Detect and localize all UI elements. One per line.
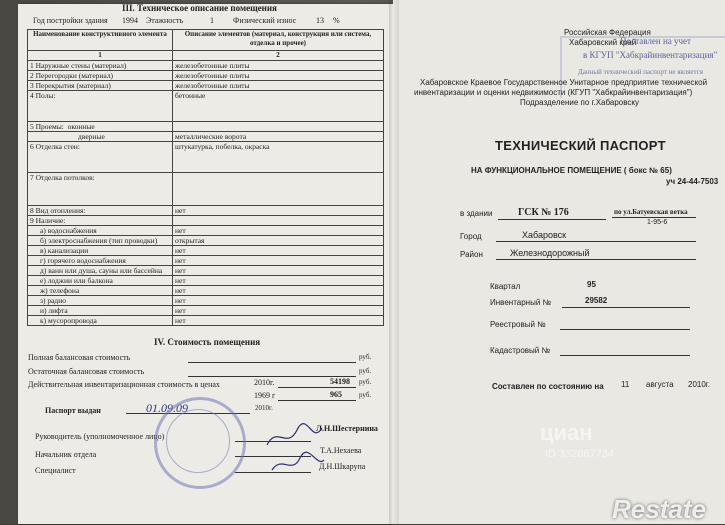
issued-date: 01.09.09: [146, 401, 188, 415]
col2-header: Описание элементов (материал, конструкция или система, отделка и прочее): [173, 30, 384, 51]
city-line: [496, 241, 696, 242]
heating-label: 8 Вид отопления:: [28, 206, 173, 216]
row-name: 4 Полы:: [28, 91, 173, 122]
row-value: нет: [173, 296, 384, 306]
table-row: [28, 296, 384, 306]
table-row: [28, 173, 384, 206]
uch-number: уч 24-44-7503: [666, 177, 719, 186]
wear-label: Физический износ: [233, 16, 297, 25]
compiled-month: августа: [646, 380, 674, 389]
row-name: 3 Перекрытия (материал): [28, 81, 173, 91]
row-value: железобетонные плиты: [173, 61, 384, 71]
block-value: 95: [587, 280, 596, 289]
full-cost-label: Полная балансовая стоимость: [28, 353, 131, 362]
issued-year: 2010г.: [255, 404, 273, 412]
round-seal-inner: [166, 409, 230, 473]
street-value: по ул.Батуевская ветка: [614, 208, 688, 216]
wear-value: 13: [316, 16, 324, 25]
org-line2: инвентаризации и оценки недвижимости (КГУП "Хабкрайинвентаризация"): [414, 88, 693, 97]
building-label: в здании: [460, 209, 493, 218]
city-value: Хабаровск: [522, 230, 567, 240]
rest-cost-label: Остаточная балансовая стоимость: [28, 367, 145, 376]
col2-num: 2: [173, 51, 384, 61]
inv-cost-label: Действительная инвентаризационная стоимость в ценах: [28, 380, 220, 389]
table-row: [28, 226, 384, 236]
cost-2010-line: [278, 387, 356, 388]
row-value: железобетонные плиты: [173, 71, 384, 81]
reg-line: [560, 329, 690, 330]
table-row: [28, 306, 384, 316]
cian-watermark: циан: [540, 420, 593, 445]
table-header-row: [28, 30, 384, 51]
presence-value: [173, 216, 384, 226]
table-row: [28, 81, 384, 91]
heating-value: нет: [173, 206, 384, 216]
row-name: б) электроснабжения (тип проводки): [28, 236, 173, 246]
openings-label: 5 Проемы:: [30, 122, 64, 131]
city-label: Город: [460, 232, 482, 241]
presence-label: 9 Наличие:: [28, 216, 173, 226]
rest-cost-rub: руб.: [359, 367, 372, 375]
block-label: Квартал: [490, 282, 521, 291]
row-name: а) водоснабжения: [28, 226, 173, 236]
walls-value: штукатурка, побелка, окраска: [173, 142, 384, 173]
inv-label: Инвентарный №: [490, 298, 552, 307]
compiled-label: Составлен по состоянию на: [492, 382, 604, 391]
row-value: открытая: [173, 236, 384, 246]
row-value: нет: [173, 246, 384, 256]
row-value: нет: [173, 266, 384, 276]
table-row: [28, 61, 384, 71]
table-row: [28, 246, 384, 256]
year-1969: 1969 г: [254, 391, 276, 400]
table-row: [28, 316, 384, 326]
row-name: к) мусоропровода: [28, 316, 173, 326]
building-line: [498, 219, 606, 220]
row-name: в) канализации: [28, 246, 173, 256]
year-2010: 2010г.: [254, 378, 275, 387]
building-value: ГСК № 176: [518, 207, 569, 218]
head-label: Руководитель (уполномоченное лицо): [35, 432, 165, 441]
window-label: оконные: [67, 122, 95, 131]
spec-name: Д.Н.Шкарупа: [319, 462, 366, 471]
street-line: [612, 217, 696, 218]
stamp-line1: Поставлен на учет: [620, 36, 691, 46]
section3-title: III. Техническое описание помещения: [122, 3, 277, 13]
row-name: д) ванн или душа, сауны или бассейна: [28, 266, 173, 276]
country: Российская Федерация: [564, 28, 651, 37]
region: Хабаровский край: [569, 38, 637, 47]
cad-label: Кадастровый №: [490, 346, 551, 355]
row-name: ж) телефона: [28, 286, 173, 296]
floor-value: 1: [210, 16, 214, 25]
stamp-line3: Данный технический паспорт не является: [578, 68, 703, 76]
row-value: нет: [173, 286, 384, 296]
wear-unit: %: [333, 16, 340, 25]
door-value: металлические ворота: [173, 132, 384, 142]
ceiling-label: 7 Отделка потолков:: [28, 173, 173, 206]
table-row: [28, 122, 384, 132]
inv-line: [562, 307, 690, 308]
cost-1969-line: [278, 400, 356, 401]
district-line: [496, 259, 696, 260]
doc-title: ТЕХНИЧЕСКИЙ ПАСПОРТ: [495, 138, 666, 153]
row-name: г) горячего водоснабжения: [28, 256, 173, 266]
walls-label: 6 Отделка стен:: [28, 142, 173, 173]
row-value: нет: [173, 306, 384, 316]
row-value: нет: [173, 256, 384, 266]
table-row: [28, 216, 384, 226]
table-num-row: [28, 51, 384, 61]
row-value: нет: [173, 276, 384, 286]
dept-name: Т.А.Нехаева: [320, 446, 362, 455]
table-row: [28, 236, 384, 246]
openings-cell: [28, 122, 173, 132]
reg-label: Реестровый №: [490, 320, 546, 329]
inv-value: 29582: [585, 296, 608, 305]
page-fold: [389, 0, 399, 524]
table-row: [28, 71, 384, 81]
table-row: [28, 256, 384, 266]
org-line1: Хабаровское Краевое Государственное Унитарное предприятие технической: [420, 78, 708, 87]
compiled-day: 11: [621, 380, 630, 389]
signature-marks: [262, 420, 332, 480]
table-row: [28, 132, 384, 142]
full-cost-rub: руб.: [359, 353, 372, 361]
cad-line: [560, 355, 690, 356]
compiled-year: 2010г.: [688, 380, 710, 389]
issued-label: Паспорт выдан: [45, 406, 101, 415]
row-value: нет: [173, 316, 384, 326]
table-row: [28, 286, 384, 296]
table-row: [28, 206, 384, 216]
row-value: бетонные: [173, 91, 384, 122]
row-name: 1 Наружные стены (материал): [28, 61, 173, 71]
year-value: 1994: [122, 16, 138, 25]
row-name: з) радио: [28, 296, 173, 306]
district-value: Железнодорожный: [510, 248, 590, 258]
table-row: [28, 276, 384, 286]
ceiling-value: [173, 173, 384, 206]
cost-1969: 965: [330, 390, 342, 399]
cost-1969-rub: руб.: [359, 391, 372, 399]
dept-label: Начальник отдела: [35, 450, 97, 459]
spec-label: Специалист: [35, 466, 76, 475]
head-name: Л.Н.Шестернина: [316, 424, 378, 433]
row-name: 2 Перегородки (материал): [28, 71, 173, 81]
table-row: [28, 142, 384, 173]
doc-subtitle: НА ФУНКЦИОНАЛЬНОЕ ПОМЕЩЕНИЕ ( бокс № 65): [471, 166, 672, 175]
row-value: железобетонные плиты: [173, 81, 384, 91]
stamp-line2: в КГУП "Хабкрайинвентаризация": [583, 50, 718, 60]
full-cost-line: [188, 362, 356, 363]
col1-num: 1: [28, 51, 173, 61]
floor-label: Этажность: [146, 16, 184, 25]
row-name: и) лифта: [28, 306, 173, 316]
year-label: Год постройки здания: [33, 16, 108, 25]
description-table: [27, 29, 384, 326]
restate-watermark: Restate: [612, 494, 706, 524]
row-name: е) лоджии или балкона: [28, 276, 173, 286]
cian-id-watermark: ID 332867734: [545, 448, 615, 460]
section4-title: IV. Стоимость помещения: [154, 337, 261, 347]
org-line3: Подразделение по г.Хабаровску: [520, 98, 639, 107]
window-value: [173, 122, 384, 132]
cost-2010: 54198: [330, 377, 350, 386]
table-row: [28, 266, 384, 276]
street-num: 1-95-6: [647, 219, 668, 226]
row-value: нет: [173, 226, 384, 236]
door-label: дверные: [28, 132, 173, 142]
cost-2010-rub: руб.: [359, 378, 372, 386]
col1-header: Наименование конструктивного элемента: [28, 30, 173, 51]
table-row: [28, 91, 384, 122]
district-label: Район: [460, 250, 483, 259]
